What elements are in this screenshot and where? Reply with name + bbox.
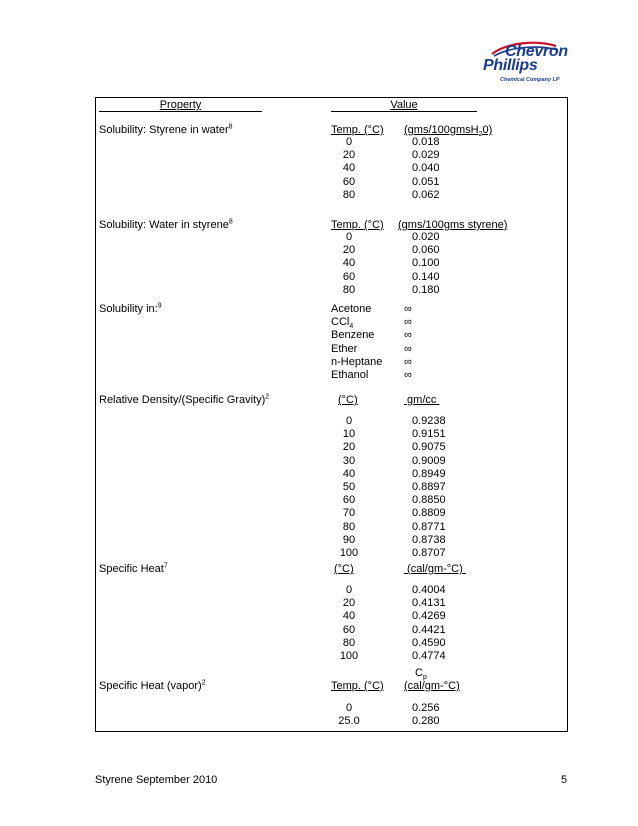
header-property-rule [99,111,262,112]
solvent-item: Ethanol [331,369,369,382]
label-solubility-water-in-styrene: Solubility: Water in styrene$^8$ [99,218,233,231]
header-value: Value [390,99,418,111]
col-header-cal-gm: (cal/gm-°C) [404,563,466,575]
values-water-in-styrene: 0.020 0.060 0.100 0.140 0.180 [412,231,440,296]
col-header-cal-gm: (cal/gm-°C) [404,680,460,692]
col-header-temp: Temp. (°C) [331,680,384,692]
label-solubility-in: Solubility in:$^9$ [99,302,162,315]
footer-page-number: 5 [561,774,568,786]
infinity-column [404,303,412,382]
label-specific-heat: Specific Heat$^7$ [99,562,168,575]
header-value-rule [331,111,477,112]
col-header-gms-water: (gms/100gmsH$_2$0) [404,124,493,139]
temps-specific-heat: 0 20 40 60 80 100 [339,584,359,663]
cp-symbol: $C_p$ [415,667,427,682]
label-relative-density: Relative Density/(Specific Gravity)$^2$ [99,393,270,406]
footer-document-title: Styrene September 2010 [95,774,218,786]
infinity-icon: ∞ [404,342,412,355]
solvent-item: Ether [331,342,358,355]
infinity-icon: ∞ [404,369,412,382]
infinity-icon: ∞ [404,329,412,342]
label-specific-heat-vapor: Specific Heat (vapor)$^2$ [99,679,206,692]
col-header-temp: Temp. (°C) [331,124,384,136]
temps-relative-density: 0 10 20 30 40 50 60 70 80 90 100 [339,415,359,560]
label-solubility-styrene-in-water: Solubility: Styrene in water$^8$ [99,123,233,136]
header-property: Property [159,99,202,111]
temps-specific-heat-vapor: 0 25.0 [338,702,360,728]
values-specific-heat: 0.4004 0.4131 0.4269 0.4421 0.4590 0.4774 [412,584,446,663]
col-header-celsius: (°C) [334,563,354,575]
values-styrene-in-water: 0.018 0.029 0.040 0.051 0.062 [412,136,440,201]
col-header-gms-styrene: (gms/100gms styrene) [398,219,508,231]
logo-word-phillips: Phillips [483,57,538,74]
temps-water-in-styrene: 0 20 40 60 80 [342,231,356,296]
col-header-gm-cc: gm/cc [404,394,440,406]
col-header-celsius: (°C) [338,394,358,406]
values-relative-density: 0.9238 0.9151 0.9075 0.9009 0.8949 0.8897 0.8850 0.8809 0.8771 0.8738 0.8707 [412,415,446,560]
infinity-icon: ∞ [404,316,412,329]
infinity-icon: ∞ [404,355,412,368]
infinity-icon: ∞ [404,303,412,315]
logo-word-company: Chemical Company LP [500,77,560,83]
solvent-list [331,303,382,382]
logo-word-chevron: Chevron [505,43,568,60]
solvent-item: Acetone [331,303,372,315]
solvent-item: CCl$_4$ [331,316,354,331]
values-specific-heat-vapor: 0.256 0.280 [412,702,440,728]
col-header-temp: Temp. (°C) [331,219,384,231]
company-logo [478,40,578,92]
solvent-item: n-Heptane [331,355,383,368]
solvent-item: Benzene [331,329,375,342]
temps-styrene-in-water: 0 20 40 60 80 [342,136,356,201]
